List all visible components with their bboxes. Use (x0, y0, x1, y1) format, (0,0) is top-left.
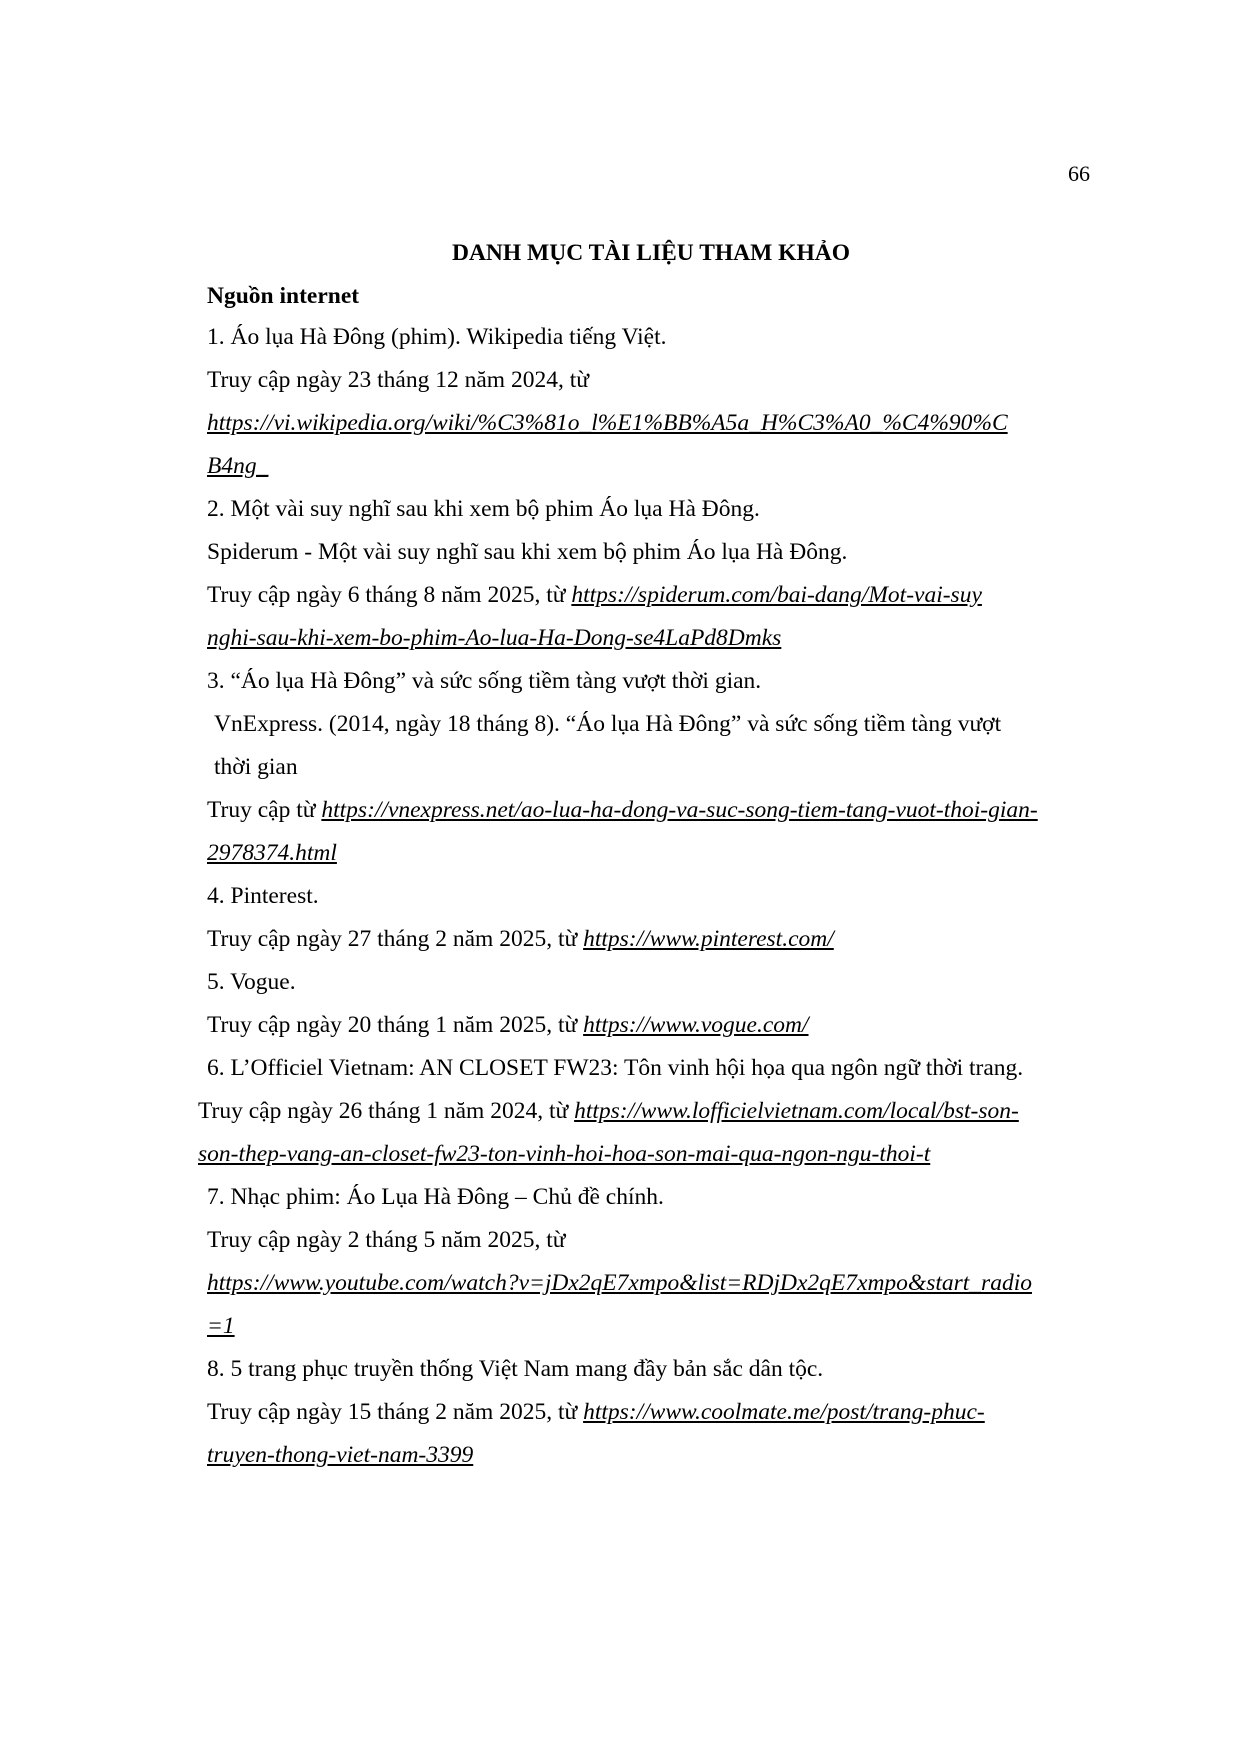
ref-6-title: 6. L’Officiel Vietnam: AN CLOSET FW23: Tôn vinh hội họa qua ngôn ngữ thời trang. (207, 1055, 1024, 1081)
ref-4-access: Truy cập ngày 27 tháng 2 năm 2025, từ (207, 926, 584, 952)
ref-6-access-line (198, 1096, 1019, 1126)
page-number: 66 (1068, 161, 1090, 186)
ref-2-title: 2. Một vài suy nghĩ sau khi xem bộ phim Áo lụa Hà Đông. (207, 496, 760, 522)
ref-3-title: 3. “Áo lụa Hà Đông” và sức sống tiềm tàng vượt thời gian. (207, 668, 762, 694)
ref-2-source: Spiderum - Một vài suy nghĩ sau khi xem bộ phim Áo lụa Hà Đông. (207, 539, 848, 565)
ref-5-title: 5. Vogue. (207, 969, 296, 995)
ref-3-access: Truy cập từ (207, 797, 322, 823)
ref-4-title: 4. Pinterest. (207, 883, 319, 909)
ref-3-url-line-2[interactable]: 2978374.html (207, 840, 337, 866)
ref-1-title: 1. Áo lụa Hà Đông (phim). Wikipedia tiếng Việt. (207, 324, 667, 350)
ref-3-access-line (207, 795, 1038, 825)
ref-1-url[interactable] (207, 408, 1008, 438)
section-heading: Nguồn internet (207, 283, 360, 309)
ref-8-access-line (207, 1397, 985, 1427)
ref-5-access: Truy cập ngày 20 tháng 1 năm 2025, từ (207, 1012, 584, 1038)
ref-2-url-cont[interactable] (207, 623, 781, 653)
ref-2-url-line-1[interactable]: https://spiderum.com/bai-dang/Mot-vai-suy (571, 582, 982, 608)
ref-6-url-line-1[interactable]: https://www.lofficielvietnam.com/local/bst-son- (574, 1098, 1019, 1124)
ref-3-url-cont[interactable] (207, 838, 337, 868)
ref-2-url-line-2[interactable]: nghi-sau-khi-xem-bo-phim-Ao-lua-Ha-Dong-se4LaPd8Dmks (207, 625, 782, 651)
ref-5-access-line (207, 1010, 809, 1040)
ref-7-url-cont[interactable] (207, 1311, 235, 1341)
ref-3-url-line-1[interactable]: https://vnexpress.net/ao-lua-ha-dong-va-suc-song-tiem-tang-vuot-thoi-gian- (321, 797, 1038, 823)
ref-1-url-line-2[interactable]: B4ng_ (207, 453, 269, 479)
ref-2-access-line (207, 580, 982, 610)
ref-8-url-line-2[interactable]: truyen-thong-viet-nam-3399 (207, 1442, 474, 1468)
heading-text: DANH MỤC TÀI LIỆU THAM KHẢO (451, 240, 850, 266)
ref-6-access: Truy cập ngày 26 tháng 1 năm 2024, từ (198, 1098, 575, 1124)
ref-1-access: Truy cập ngày 23 tháng 12 năm 2024, từ (207, 367, 589, 393)
page-title (0, 238, 1240, 268)
ref-7-url[interactable] (207, 1268, 1032, 1298)
ref-7-url-line-2[interactable]: =1 (207, 1313, 235, 1339)
ref-7-access: Truy cập ngày 2 tháng 5 năm 2025, từ (207, 1227, 566, 1253)
ref-6-url-line-2[interactable]: son-thep-vang-an-closet-fw23-ton-vinh-hoi-hoa-son-mai-qua-ngon-ngu-thoi-t (198, 1141, 931, 1167)
ref-8-url-line-1[interactable]: https://www.coolmate.me/post/trang-phuc- (583, 1399, 985, 1425)
ref-7-url-line-1[interactable]: https://www.youtube.com/watch?v=jDx2qE7xmpo&list=RDjDx2qE7xmpo&start_radio (207, 1270, 1032, 1296)
ref-6-url-cont[interactable] (198, 1139, 930, 1169)
ref-3-source-2: thời gian (214, 754, 298, 780)
ref-2-access: Truy cập ngày 6 tháng 8 năm 2025, từ (207, 582, 572, 608)
ref-8-url-cont[interactable] (207, 1440, 473, 1470)
ref-4-url[interactable]: https://www.pinterest.com/ (583, 926, 834, 952)
ref-1-url-line-1[interactable]: https://vi.wikipedia.org/wiki/%C3%81o_l%E1%BB%A5a_H%C3%A0_%C4%90%C (207, 410, 1008, 436)
ref-8-title: 8. 5 trang phục truyền thống Việt Nam mang đầy bản sắc dân tộc. (207, 1356, 824, 1382)
ref-8-access: Truy cập ngày 15 tháng 2 năm 2025, từ (207, 1399, 584, 1425)
ref-7-title: 7. Nhạc phim: Áo Lụa Hà Đông – Chủ đề chính. (207, 1184, 664, 1210)
ref-1-url-cont[interactable] (207, 451, 268, 481)
ref-5-url[interactable]: https://www.vogue.com/ (583, 1012, 809, 1038)
ref-4-access-line (207, 924, 834, 954)
ref-3-source-1: VnExpress. (2014, ngày 18 tháng 8). “Áo lụa Hà Đông” và sức sống tiềm tàng vượt (214, 711, 1002, 737)
